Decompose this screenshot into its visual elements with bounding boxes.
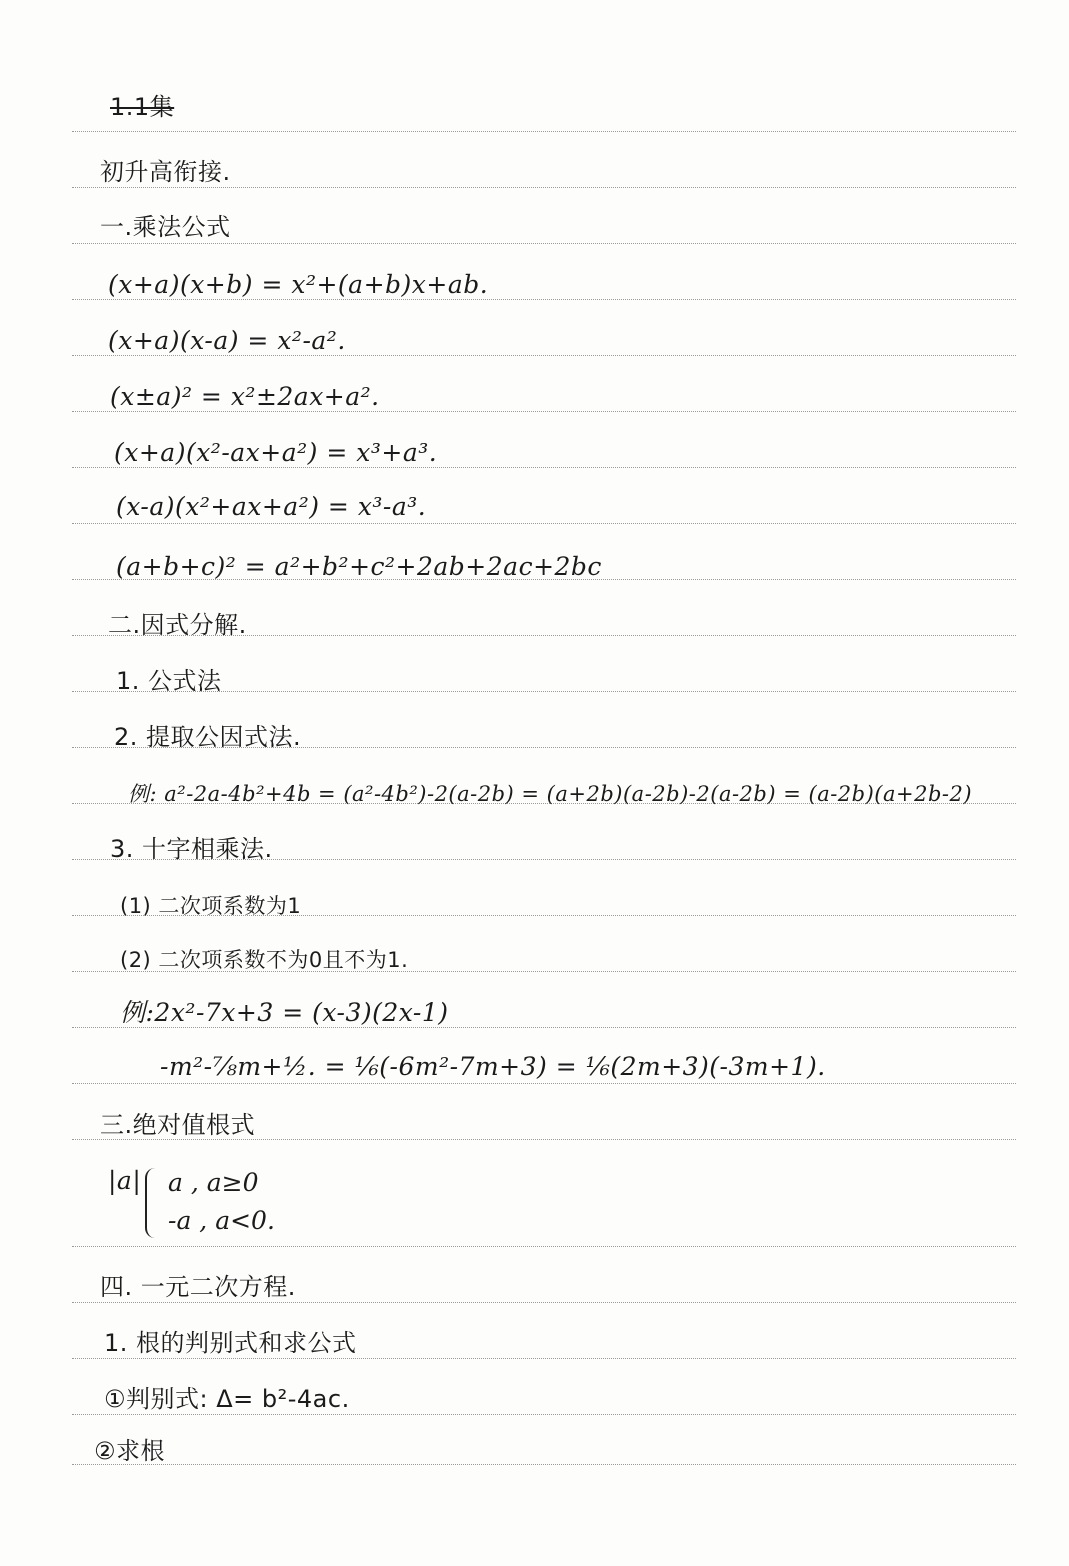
ruled-line: [72, 1083, 1016, 1084]
method-item: 1. 公式法: [116, 667, 222, 695]
abs-label: |a|: [108, 1166, 142, 1195]
method-item: 1. 根的判别式和求公式: [104, 1329, 357, 1357]
example-line: 例: a²-2a-4b²+4b = (a²-4b²)-2(a-2b) = (a+2b)(a-2b)-2(a-2b) = (a-2b)(a+2b-2): [128, 782, 973, 806]
ruled-line: [72, 131, 1016, 132]
section-heading: 四. 一元二次方程.: [100, 1273, 296, 1301]
ruled-line: [72, 1464, 1016, 1465]
piecewise-cases: [168, 1164, 275, 1240]
ruled-line: [72, 1414, 1016, 1415]
left-brace: [145, 1168, 161, 1238]
section-heading: 三.绝对值根式: [100, 1111, 256, 1139]
formula-line: (x+a)(x+b) = x²+(a+b)x+ab.: [108, 270, 489, 299]
page-title: 初升高衔接.: [100, 158, 231, 186]
ruled-line: [72, 523, 1016, 524]
ruled-line: [72, 1246, 1016, 1247]
method-item: 3. 十字相乘法.: [110, 835, 273, 863]
ruled-line: [72, 243, 1016, 244]
ruled-line: [72, 187, 1016, 188]
formula-line: (x-a)(x²+ax+a²) = x³-a³.: [116, 492, 427, 521]
ruled-line: [72, 1358, 1016, 1359]
sub-item: ①判别式: Δ= b²-4ac.: [104, 1385, 350, 1413]
sub-item: ②求根: [94, 1437, 166, 1465]
page-header: 1.1集: [110, 93, 175, 121]
ruled-line: [72, 1302, 1016, 1303]
sub-item: (2) 二次项系数不为0且不为1.: [120, 948, 409, 972]
formula-line: (x+a)(x²-ax+a²) = x³+a³.: [114, 438, 438, 467]
formula-line: (a+b+c)² = a²+b²+c²+2ab+2ac+2bc: [116, 552, 602, 581]
method-item: 2. 提取公因式法.: [114, 723, 302, 751]
formula-line: (x+a)(x-a) = x²-a².: [108, 326, 346, 355]
sub-item: (1) 二次项系数为1: [120, 894, 302, 918]
example-line: -m²-⅞m+½. = ⅙(-6m²-7m+3) = ⅙(2m+3)(-3m+1).: [160, 1052, 826, 1081]
case-positive: a , a≥0: [168, 1168, 259, 1197]
example-line: 例:2x²-7x+3 = (x-3)(2x-1): [120, 998, 449, 1027]
section-heading: 二.因式分解.: [108, 611, 247, 639]
section-heading: 一.乘法公式: [100, 213, 231, 241]
case-negative: -a , a<0.: [168, 1206, 275, 1235]
formula-line: (x±a)² = x²±2ax+a².: [110, 382, 380, 411]
